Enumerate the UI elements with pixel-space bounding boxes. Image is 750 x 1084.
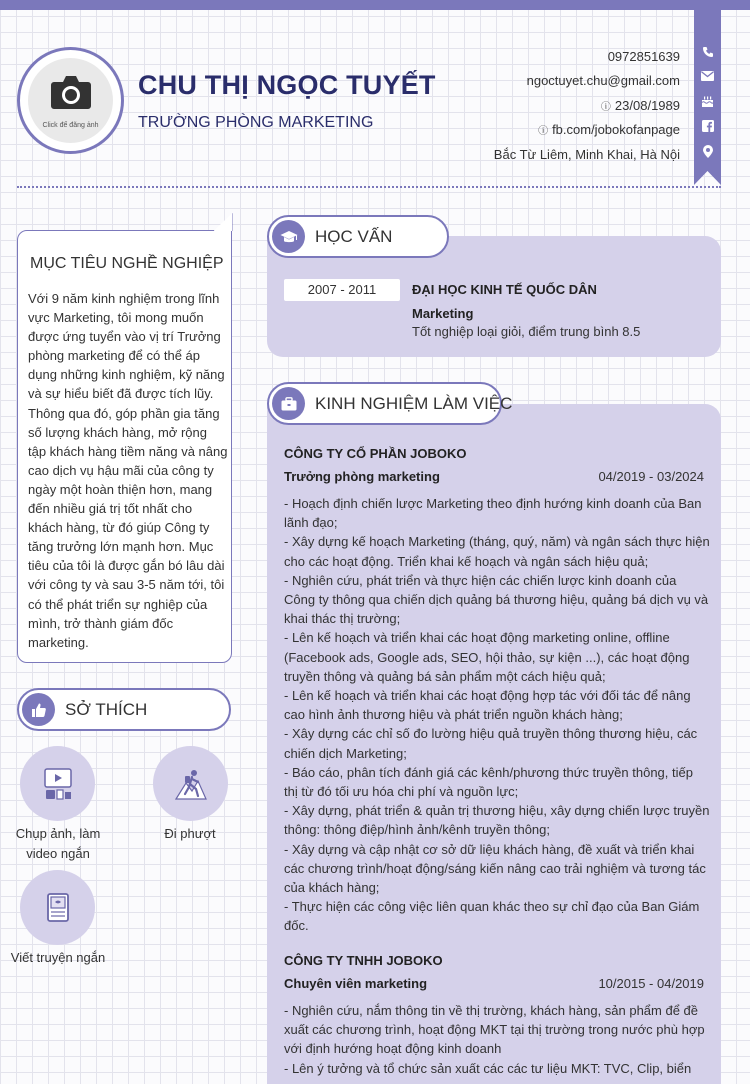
list-item[interactable]: - Lên kế hoạch và triển khai các hoạt động marketing online, offline (Facebook ads, Google ads, SEO, hội thảo, sự kiện ...), các hoạt động truyền thông và quảng bá sản phẩm một cách hiệu quả; bbox=[284, 630, 690, 684]
hobby-item-writing[interactable] bbox=[20, 870, 95, 945]
list-item[interactable]: - Xây dựng kế hoạch Marketing (tháng, quý, năm) và ngân sách thực hiện cho các hoạt động. Triển khai kế hoạch và ngân sách hiệu quả; bbox=[284, 534, 710, 569]
notebook-icon bbox=[46, 893, 70, 923]
contact-phone[interactable]: 0972851639 bbox=[607, 48, 680, 64]
experience-title[interactable]: KINH NGHIỆM LÀM VIỆC bbox=[315, 393, 513, 413]
list-item[interactable]: - Hoạch định chiến lược Marketing theo định hướng kinh doanh của Ban lãnh đạo; bbox=[284, 496, 702, 531]
job-role[interactable]: Trưởng phòng marketing bbox=[284, 469, 440, 484]
contact-facebook[interactable]: ⓘ fb.com/jobokofanpage bbox=[538, 122, 680, 138]
phone-icon bbox=[694, 46, 721, 61]
job-company[interactable]: CÔNG TY CỔ PHẦN JOBOKO bbox=[284, 446, 467, 461]
hobbies-header bbox=[17, 688, 231, 731]
contact-icon-ribbon bbox=[694, 10, 721, 185]
career-objective-box bbox=[17, 230, 232, 663]
contact-email[interactable]: ngoctuyet.chu@gmail.com bbox=[526, 73, 680, 89]
candidate-title[interactable]: TRƯỜNG PHÒNG MARKETING bbox=[138, 114, 374, 131]
education-description[interactable]: Tốt nghiệp loại giỏi, điểm trung bình 8.5 bbox=[412, 324, 641, 339]
job-period[interactable]: 04/2019 - 03/2024 bbox=[598, 469, 704, 484]
hobby-label-hiking[interactable]: Đi phượt bbox=[164, 826, 216, 841]
list-item[interactable]: - Xây dựng và cập nhật cơ sở dữ liệu khách hàng, đề xuất và triển khai các chương trình/hoạt động/sáng kiến nâng cao trải nghiệm và tương tác của khách hàng; bbox=[284, 841, 706, 896]
list-item[interactable]: - Lên ý tưởng và tổ chức sản xuất các các tư liệu MKT: TVC, Clip, biển bbox=[284, 1060, 692, 1076]
list-item[interactable]: - Báo cáo, phân tích đánh giá các kênh/phương thức truyền thông, tiếp thị từ đó tối ưu hóa chi phí và nguồn lực; bbox=[284, 764, 693, 800]
experience-card bbox=[267, 404, 721, 1084]
candidate-name[interactable]: CHU THỊ NGỌC TUYẾT bbox=[138, 70, 436, 100]
job-duties bbox=[284, 494, 710, 936]
contact-birthday[interactable]: ⓘ 23/08/1989 bbox=[600, 97, 680, 113]
hiking-icon bbox=[174, 767, 208, 801]
education-header bbox=[267, 215, 449, 258]
hobby-item-hiking[interactable] bbox=[153, 746, 228, 821]
education-major[interactable]: Marketing bbox=[412, 306, 474, 321]
avatar-placeholder[interactable] bbox=[28, 58, 113, 143]
location-pin-icon bbox=[694, 145, 721, 161]
contact-info bbox=[494, 44, 680, 167]
job-duties bbox=[284, 1001, 710, 1078]
experience-header bbox=[267, 382, 513, 425]
list-item[interactable]: - Nghiên cứu, nắm thông tin về thị trường, khách hàng, sản phẩm để đề xuất các chương trình, hoạt động MKT tại thị trường trong nước phù hợp với định hướng hoạt động kinh doanh bbox=[284, 1003, 705, 1057]
list-item[interactable]: - Xây dựng, phát triển & quản trị thương hiệu, xây dựng chiến lược truyền thông: thông điệp/hình ảnh/kênh truyền thông; bbox=[284, 803, 710, 838]
job-period[interactable]: 10/2015 - 04/2019 bbox=[598, 976, 704, 991]
email-icon bbox=[694, 71, 721, 84]
hobby-item-photo-video[interactable] bbox=[20, 746, 95, 821]
header-divider bbox=[17, 186, 721, 188]
education-school[interactable]: ĐẠI HỌC KINH TẾ QUỐC DÂN bbox=[412, 282, 597, 297]
career-objective-text[interactable]: Với 9 năm kinh nghiệm trong lĩnh vực Marketing, tôi mong muốn được ứng tuyển vào vị trí Trưởng phòng marketing để có thể áp dụng những kinh nghiệm, kỹ năng và sự hiểu biết đã được tích lũy. Thông qua đó, góp phần gia tăng số lượng khách hàng, mở rộng tập khách hàng tiềm năng và nâng cao dịch vụ hậu mãi của công ty ngày một hoàn thiện hơn, mang đến nhiều giá trị tốt nhất cho khách hàng, từ đó giúp Công ty tăng trưởng lớn mạnh hơn. Mục tiêu của tôi là được gắn bó lâu dài với công ty và sau 3-5 năm tới, tôi có thể phát triển sự nghiệp của mình, trở thành giám đốc marketing. bbox=[28, 291, 228, 650]
list-item[interactable]: - Lên kế hoạch và triển khai các hoạt động hợp tác với đối tác để nâng cao hình ảnh thương hiệu và phát triển nguồn khách hàng; bbox=[284, 688, 691, 723]
hobbies-title[interactable]: SỞ THÍCH bbox=[65, 699, 148, 719]
list-item[interactable]: - Nghiên cứu, phát triển và thực hiện các chiến lược kinh doanh của Công ty thông qua chiến dịch quảng bá thương hiệu, quảng bá dịch vụ và khai thác thị trường; bbox=[284, 572, 709, 627]
facebook-icon bbox=[694, 120, 721, 135]
hobby-label-writing[interactable]: Viết truyện ngắn bbox=[10, 950, 106, 965]
thumbs-up-icon bbox=[22, 693, 55, 726]
contact-address[interactable]: Bắc Từ Liêm, Minh Khai, Hà Nội bbox=[493, 146, 680, 162]
job-role[interactable]: Chuyên viên marketing bbox=[284, 976, 428, 991]
camera-icon bbox=[50, 74, 92, 110]
career-objective-title[interactable]: MỤC TIÊU NGHỀ NGHIỆP bbox=[30, 255, 224, 272]
top-accent-bar bbox=[0, 0, 750, 10]
education-period[interactable]: 2007 - 2011 bbox=[284, 279, 400, 301]
job-company[interactable]: CÔNG TY TNHH JOBOKO bbox=[284, 953, 443, 968]
avatar-caption: Click để đăng ảnh bbox=[42, 122, 99, 129]
info-icon: ⓘ bbox=[600, 101, 611, 113]
hobby-label-photo-video[interactable]: Chụp ảnh, làm video ngắn bbox=[15, 826, 101, 861]
education-title[interactable]: HỌC VẤN bbox=[315, 226, 393, 246]
briefcase-icon bbox=[272, 387, 305, 420]
graduation-cap-icon bbox=[272, 220, 305, 253]
info-icon: ⓘ bbox=[538, 126, 549, 138]
list-item[interactable]: - Xây dựng các chỉ số đo lường hiệu quả truyền thông thương hiệu, các chiến dịch Marketing; bbox=[284, 726, 698, 761]
photo-video-icon bbox=[43, 768, 73, 800]
avatar[interactable] bbox=[17, 47, 124, 154]
birthday-cake-icon bbox=[694, 94, 721, 110]
list-item[interactable]: - Thực hiện các công việc liên quan khác theo sự chỉ đạo của Ban Giám đốc. bbox=[284, 899, 700, 934]
